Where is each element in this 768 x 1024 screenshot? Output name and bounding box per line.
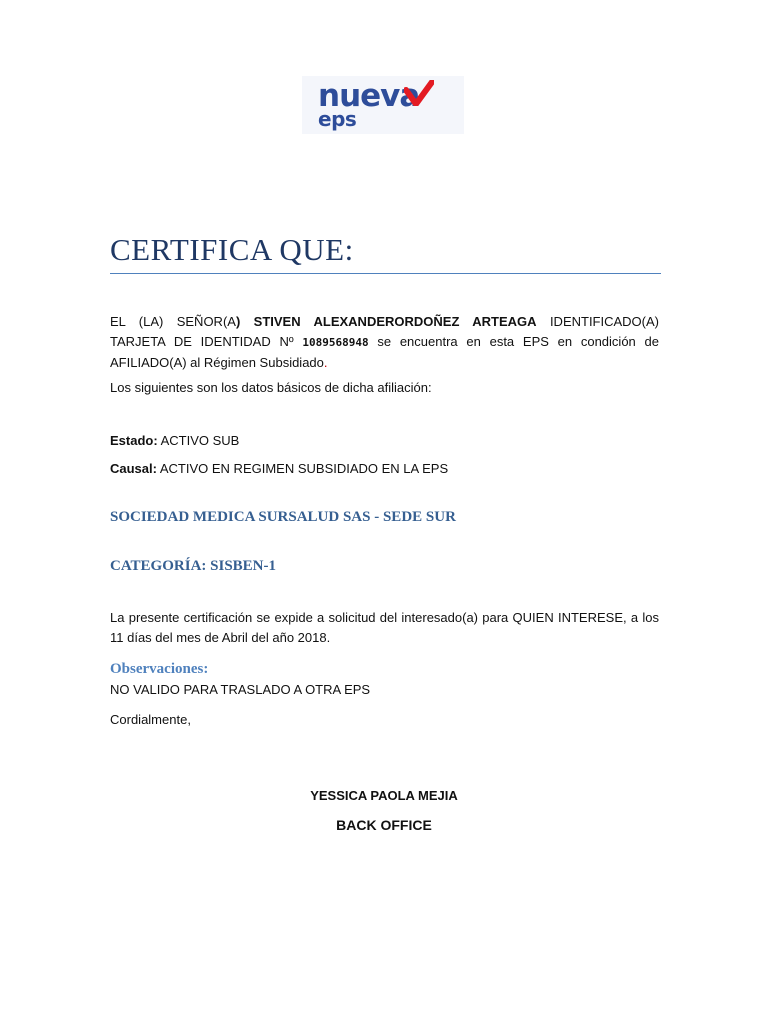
nueva-eps-logo bbox=[302, 76, 464, 134]
sisben-category: CATEGORÍA: SISBEN-1 bbox=[110, 558, 277, 574]
estado-row bbox=[110, 431, 659, 451]
logo-sub-text: eps bbox=[318, 107, 357, 131]
affiliate-name: ) STIVEN ALEXANDERORDOÑEZ ARTEAGA bbox=[235, 314, 537, 329]
id-number-label: Nº bbox=[279, 334, 294, 349]
affiliation-status: AFILIADO(A) al bbox=[110, 355, 201, 370]
logo-brand-text: nueva bbox=[318, 78, 420, 114]
intro-line: Los siguientes son los datos básicos de dicha afiliación: bbox=[110, 380, 432, 395]
ips-name: SOCIEDAD MEDICA SURSALUD SAS - SEDE SUR bbox=[110, 509, 456, 525]
causal-value: ACTIVO EN REGIMEN SUBSIDIADO EN LA EPS bbox=[159, 461, 449, 476]
observaciones-value: NO VALIDO PARA TRASLADO A OTRA EPS bbox=[110, 682, 371, 697]
estado-label: Estado: bbox=[110, 433, 158, 448]
eps-condition-text: se encuentra en esta EPS en condición de bbox=[377, 334, 659, 349]
causal-label: Causal: bbox=[110, 461, 157, 476]
regime: Régimen Subsidiado bbox=[203, 355, 324, 370]
page-title: CERTIFICA QUE: bbox=[110, 232, 354, 267]
estado-value: ACTIVO SUB bbox=[160, 433, 240, 448]
certification-paragraph bbox=[110, 312, 659, 373]
closing: Cordialmente, bbox=[110, 712, 191, 727]
signer-name: YESSICA PAOLA MEJIA bbox=[310, 788, 458, 803]
title-divider bbox=[110, 273, 661, 274]
signer-department: BACK OFFICE bbox=[336, 817, 432, 833]
period-mark: . bbox=[323, 355, 328, 370]
logo-check-icon bbox=[404, 80, 434, 106]
id-type: IDENTIFICADO(A) TARJETA DE IDENTIDAD bbox=[110, 314, 659, 349]
causal-row bbox=[110, 459, 659, 479]
salutation-prefix: EL (LA) SEÑOR(A bbox=[110, 314, 236, 329]
expedition-paragraph: La presente certificación se expide a solicitud del interesado(a) para QUIEN INTERESE, a los 11 días del mes de Abril del año 2018. bbox=[110, 610, 659, 645]
id-number: 1089568948 bbox=[302, 336, 369, 349]
observaciones-label: Observaciones: bbox=[110, 661, 209, 677]
